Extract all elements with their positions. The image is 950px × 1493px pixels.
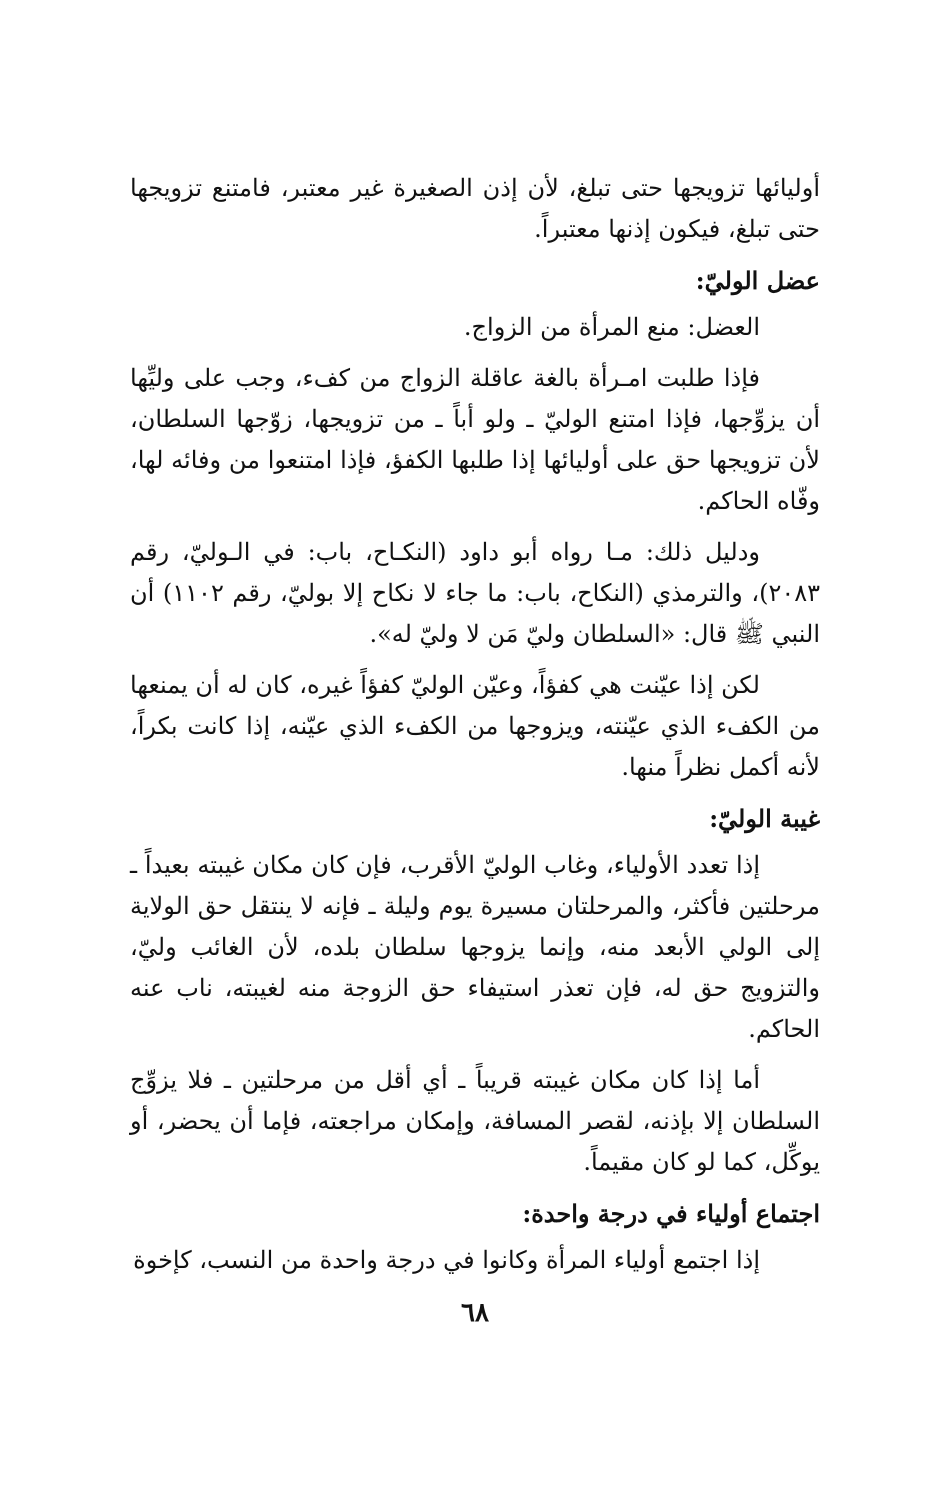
page-body — [130, 168, 820, 1291]
paragraph-far-absence: إذا تعدد الأولياء، وغاب الوليّ الأقرب، فإن كان مكان غيبته بعيداً ـ مرحلتين فأكثر، والمرحلتان مسيرة يوم وليلة ـ فإنه لا ينتقل حق الولاية إلى الولي الأبعد منه، وإنما يزوجها سلطان بلده، لأن الغائب وليّ، والتزويج حق له، فإن تعذر استيفاء حق الزوجة منه لغيبته، ناب عنه الحاكم. — [130, 851, 820, 1043]
paragraph-near-absence: أما إذا كان مكان غيبته قريباً ـ أي أقل من مرحلتين ـ فلا يزوِّج السلطان إلا بإذنه، لقصر المسافة، وإمكان مراجعته، فإما أن يحضر، أو يوكِّل، كما لو كان مقيماً. — [130, 1066, 820, 1176]
paragraph-definition: العضل: منع المرأة من الزواج. — [463, 313, 760, 341]
paragraph-evidence: ودليل ذلك: مـا رواه أبو داود (النكـاح، باب: في الـوليّ، رقم ٢٠٨٣)، والترمذي (النكاح، باب: ما جاء لا نكاح إلا بوليّ، رقم ١١٠٢) أن النبي ﷺ قال: «السلطان وليّ مَن لا وليّ له». — [130, 538, 820, 648]
paragraph-continuation: أوليائها تزويجها حتى تبلغ، لأن إذن الصغيرة غير معتبر، فامتنع تزويجها حتى تبلغ، فيكون إذنها معتبراً. — [130, 174, 820, 243]
heading-guardian-absence: غيبة الوليّ: — [709, 804, 820, 833]
paragraph-same-degree: إذا اجتمع أولياء المرأة وكانوا في درجة واحدة من النسب، كإخوة — [133, 1246, 760, 1274]
paragraph-chosen-match: لكن إذا عيّنت هي كفؤاً، وعيّن الوليّ كفؤاً غيره، كان له أن يمنعها من الكفء الذي عيّنته، ويزوجها من الكفء الذي عيّنه، إذا كانت بكراً، لأنه أكمل نظراً منها. — [130, 671, 820, 781]
heading-guardian-refusal: عضل الوليّ: — [695, 266, 820, 295]
page-number: ٦٨ — [461, 1298, 489, 1328]
heading-same-degree-guardians: اجتماع أولياء في درجة واحدة: — [522, 1199, 820, 1228]
paragraph-refusal-ruling: فإذا طلبت امـرأة بالغة عاقلة الزواج من كفء، وجب على وليِّها أن يزوِّجها، فإذا امتنع الوليّ ـ ولو أباً ـ من تزويجها، زوّجها السلطان، لأن تزويجها حق على أوليائها إذا طلبها الكفؤ، فإذا امتنعوا من وفائه لها، وفّاه الحاكم. — [130, 364, 820, 515]
